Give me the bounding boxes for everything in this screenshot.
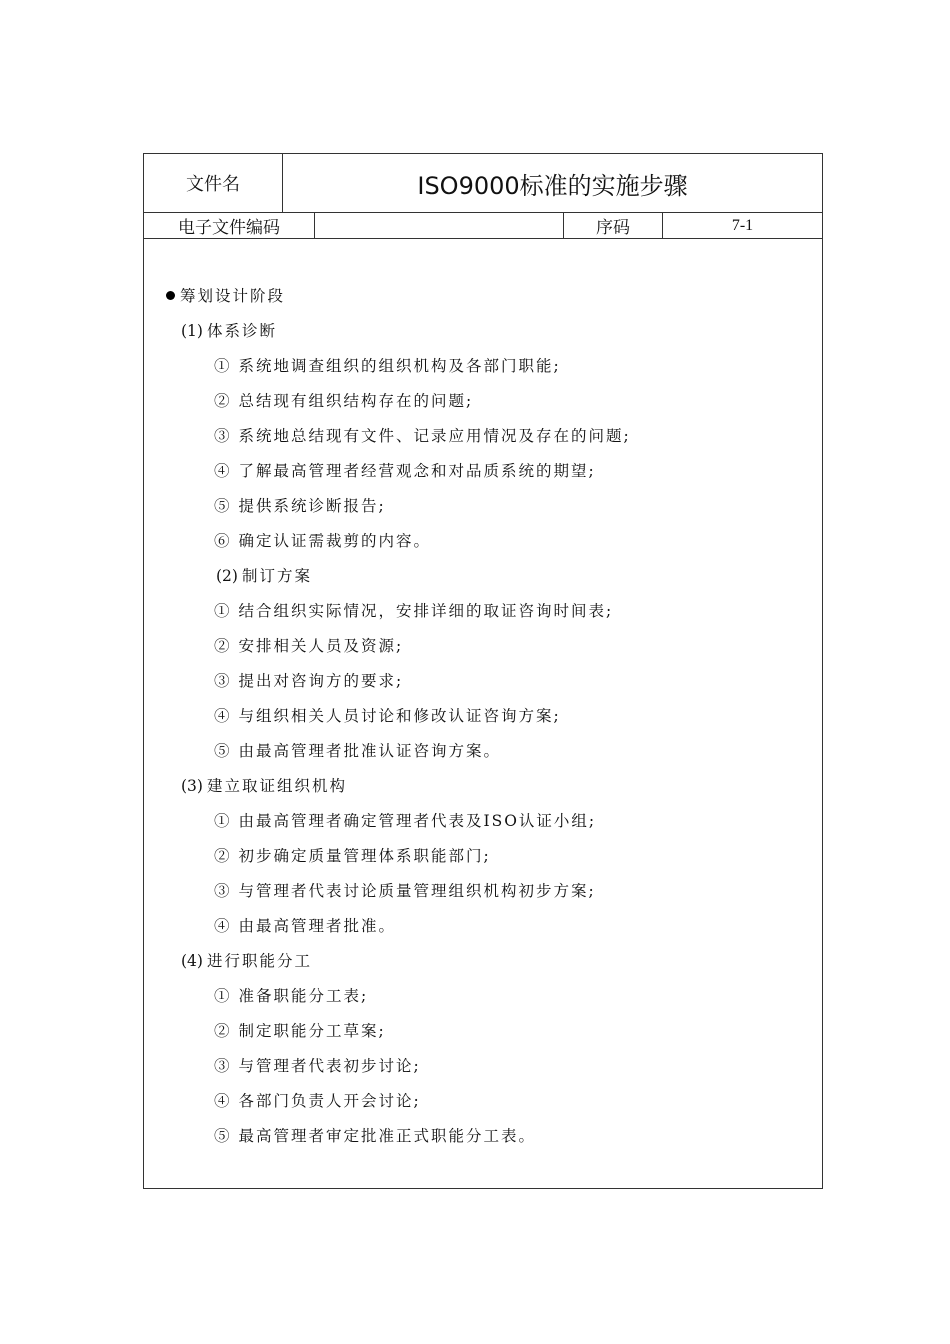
list-item — [214, 671, 403, 691]
item-mark: ② — [214, 847, 232, 865]
item-mark: ③ — [214, 1057, 232, 1075]
sequence-value: 7-1 — [731, 216, 754, 234]
list-item — [214, 1091, 421, 1111]
step-heading — [181, 321, 277, 341]
item-text: 初步确定质量管理体系职能部门; — [238, 847, 491, 865]
item-mark: ④ — [214, 707, 232, 725]
list-item — [214, 601, 613, 621]
item-text: 与管理者代表讨论质量管理组织机构初步方案; — [238, 882, 596, 900]
item-mark: ① — [214, 812, 232, 830]
electronic-code-value — [315, 213, 564, 238]
list-item — [214, 846, 491, 866]
list-item — [214, 706, 561, 726]
list-item — [214, 426, 631, 446]
list-item — [214, 531, 431, 551]
step-heading — [216, 566, 312, 586]
file-name-label: 文件名 — [144, 154, 283, 212]
item-text: 各部门负责人开会讨论; — [238, 1092, 421, 1110]
list-item — [214, 916, 396, 936]
list-item — [214, 636, 403, 656]
bullet-icon — [166, 291, 175, 300]
item-text: 最高管理者审定批准正式职能分工表。 — [238, 1127, 536, 1145]
item-text: 了解最高管理者经营观念和对品质系统的期望; — [238, 462, 596, 480]
item-text: 系统地总结现有文件、记录应用情况及存在的问题; — [238, 427, 631, 445]
step-title: 制订方案 — [241, 567, 312, 585]
item-mark: ② — [214, 637, 232, 655]
item-mark: ④ — [214, 462, 232, 480]
item-text: 与管理者代表初步讨论; — [238, 1057, 421, 1075]
item-text: 提供系统诊断报告; — [238, 497, 386, 515]
section-heading-text: 筹划设计阶段 — [180, 287, 286, 305]
item-text: 由最高管理者批准认证咨询方案。 — [238, 742, 501, 760]
list-item — [214, 461, 596, 481]
section-heading — [166, 286, 285, 306]
item-mark: ④ — [214, 1092, 232, 1110]
item-text: 由最高管理者确定管理者代表及ISO认证小组; — [238, 812, 597, 830]
step-title: 建立取证组织机构 — [206, 777, 347, 795]
step-number: (3) — [181, 777, 203, 795]
item-mark: ⑤ — [214, 1127, 232, 1145]
step-heading — [181, 951, 312, 971]
list-item — [214, 986, 368, 1006]
code-row — [144, 213, 822, 239]
electronic-code-label: 电子文件编码 — [144, 213, 315, 238]
list-item — [214, 1126, 536, 1146]
list-item — [214, 496, 386, 516]
item-mark: ⑤ — [214, 497, 232, 515]
item-mark: ① — [214, 602, 232, 620]
item-text: 确定认证需裁剪的内容。 — [238, 532, 431, 550]
step-heading — [181, 776, 347, 796]
item-text: 系统地调查组织的组织机构及各部门职能; — [238, 357, 561, 375]
item-mark: ② — [214, 1022, 232, 1040]
item-text: 结合组织实际情况，安排详细的取证咨询时间表; — [238, 602, 614, 620]
item-mark: ⑥ — [214, 532, 232, 550]
document-frame — [143, 153, 823, 1189]
item-mark: ③ — [214, 427, 232, 445]
item-mark: ⑤ — [214, 742, 232, 760]
step-title: 体系诊断 — [206, 322, 277, 340]
list-item — [214, 1021, 386, 1041]
item-mark: ① — [214, 987, 232, 1005]
sequence-label: 序码 — [564, 213, 663, 238]
item-text: 提出对咨询方的要求; — [238, 672, 404, 690]
item-text: 安排相关人员及资源; — [238, 637, 404, 655]
list-item — [214, 881, 596, 901]
item-text: 由最高管理者批准。 — [238, 917, 396, 935]
list-item — [214, 356, 561, 376]
item-mark: ③ — [214, 882, 232, 900]
title-row — [144, 154, 822, 213]
item-text: 总结现有组织结构存在的问题; — [238, 392, 474, 410]
item-text: 与组织相关人员讨论和修改认证咨询方案; — [238, 707, 561, 725]
item-mark: ③ — [214, 672, 232, 690]
item-mark: ② — [214, 392, 232, 410]
step-title: 进行职能分工 — [206, 952, 312, 970]
item-text: 准备职能分工表; — [238, 987, 369, 1005]
document-body — [144, 239, 822, 1188]
step-number: (4) — [181, 952, 203, 970]
list-item — [214, 741, 501, 761]
list-item — [214, 811, 596, 831]
item-mark: ① — [214, 357, 232, 375]
list-item — [214, 391, 473, 411]
step-number: (1) — [181, 322, 203, 340]
step-number: (2) — [216, 567, 238, 585]
item-text: 制定职能分工草案; — [238, 1022, 386, 1040]
list-item — [214, 1056, 421, 1076]
document-title: ISO9000标准的实施步骤 — [417, 171, 688, 200]
item-mark: ④ — [214, 917, 232, 935]
